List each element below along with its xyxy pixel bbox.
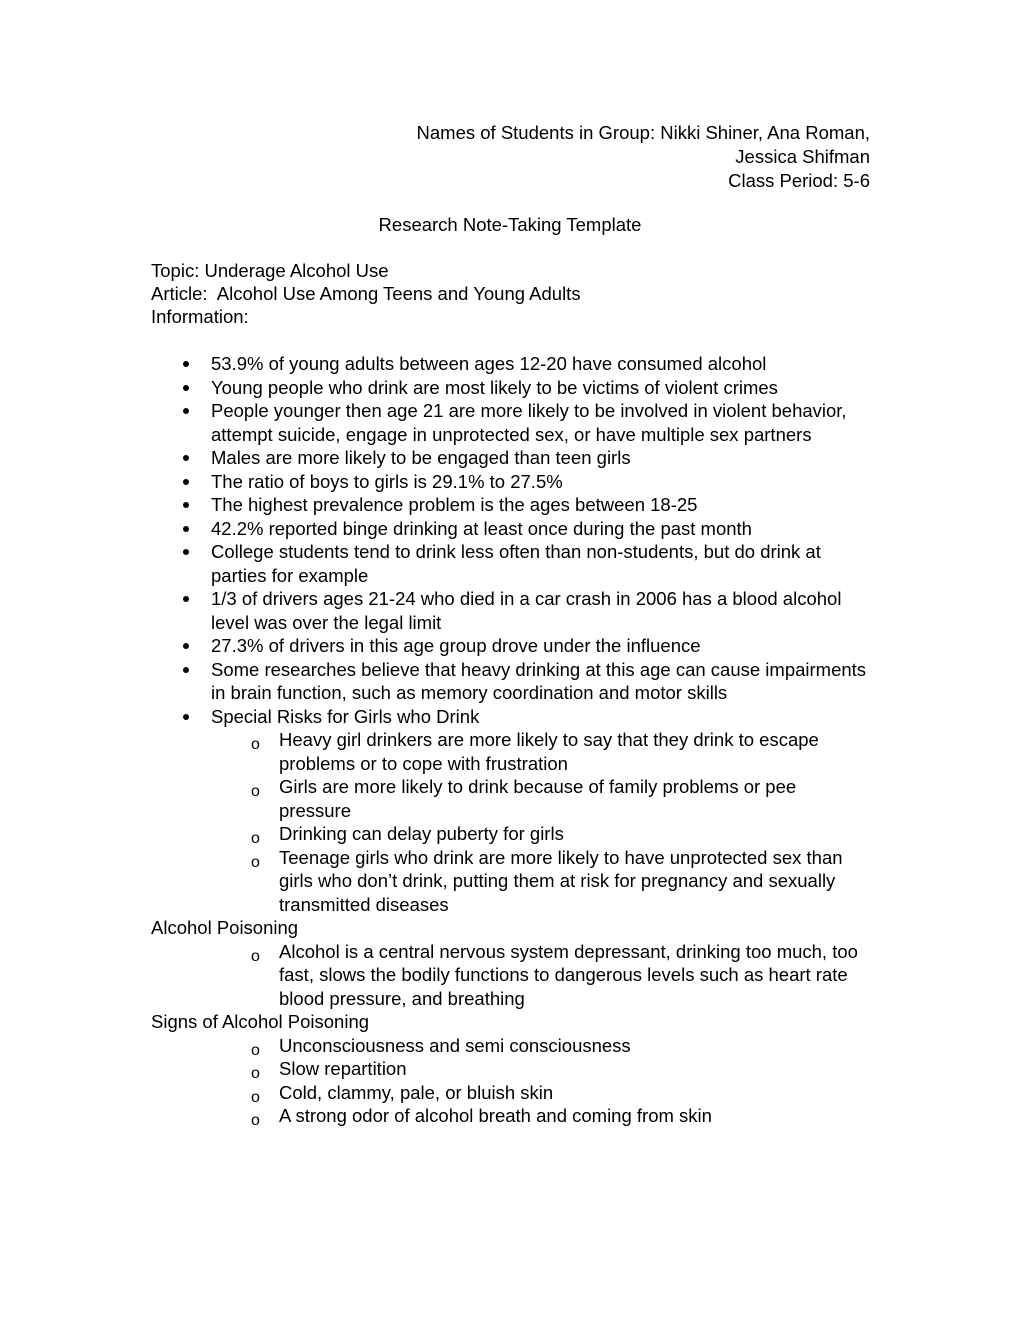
sub-item: o Unconsciousness and semi consciousness (151, 1034, 871, 1058)
bullet-item: The ratio of boys to girls is 29.1% to 27.5% (151, 470, 871, 494)
circle-bullet-icon: o (251, 947, 260, 965)
bullet-item: 42.2% reported binge drinking at least once during the past month (151, 517, 871, 541)
signs-sublist (151, 1034, 871, 1128)
bullet-item: 53.9% of young adults between ages 12-20 have consumed alcohol (151, 352, 871, 376)
bullet-item: Young people who drink are most likely to be victims of violent crimes (151, 376, 871, 400)
alcohol-poisoning-heading: Alcohol Poisoning (151, 917, 299, 938)
bullet-item: 27.3% of drivers in this age group drove under the influence (151, 634, 871, 658)
bullet-dot-icon (183, 408, 189, 414)
sub-item: o A strong odor of alcohol breath and coming from skin (151, 1104, 871, 1128)
bullet-item: College students tend to drink less often than non-students, but do drink at parties for example (151, 540, 871, 587)
page-title: Research Note-Taking Template (378, 214, 642, 235)
bullet-dot-icon (183, 455, 189, 461)
circle-bullet-icon: o (251, 736, 260, 753)
student-names-line: Names of Students in Group: Nikki Shiner, Ana Roman, (416, 122, 870, 143)
circle-bullet-icon: o (251, 853, 260, 871)
bullet-item: Males are more likely to be engaged than teen girls (151, 446, 871, 470)
circle-bullet-icon: o (251, 1112, 260, 1129)
student-info-header (417, 121, 870, 193)
bullet-item: 1/3 of drivers ages 21-24 who died in a car crash in 2006 has a blood alcohol level was over the legal limit (151, 587, 871, 634)
bullet-dot-icon (183, 526, 189, 532)
bullet-dot-icon (183, 385, 189, 391)
student-names-line-continued: Jessica Shifman (735, 146, 870, 167)
article-line: Article: Alcohol Use Among Teens and Young Adults (151, 283, 581, 304)
notes-body (151, 352, 871, 1128)
bullet-item-girls-risks: Special Risks for Girls who Drink (151, 705, 871, 729)
bullet-dot-icon (183, 714, 189, 720)
information-label: Information: (151, 306, 249, 327)
sub-item: o Drinking can delay puberty for girls (151, 822, 871, 846)
sub-item: o Teenage girls who drink are more likely to have unprotected sex than girls who don’t drink, putting them at risk for pregnancy and sexually transmitted diseases (251, 846, 843, 915)
circle-bullet-icon: o (251, 1041, 260, 1059)
bullet-item: The highest prevalence problem is the ages between 18-25 (151, 493, 871, 517)
class-period: Class Period: 5-6 (728, 170, 870, 191)
bullet-dot-icon (183, 361, 189, 367)
signs-heading: Signs of Alcohol Poisoning (151, 1011, 370, 1032)
bullet-item: Some researches believe that heavy drinking at this age can cause impairments in brain function, such as memory coordination and motor skills (151, 658, 871, 705)
circle-bullet-icon: o (251, 830, 260, 847)
document-meta (151, 259, 581, 328)
bullet-dot-icon (183, 549, 189, 555)
circle-bullet-icon: o (251, 1088, 260, 1106)
girls-risks-sublist (151, 728, 871, 916)
alcohol-poisoning-sublist (151, 940, 871, 1011)
sub-item: o Girls are more likely to drink because of family problems or pee pressure (251, 776, 797, 821)
sub-item: o Heavy girl drinkers are more likely to say that they drink to escape problems or to cope with frustration (251, 729, 819, 774)
sub-item: o Slow repartition (151, 1057, 871, 1081)
topic-line: Topic: Underage Alcohol Use (151, 260, 389, 281)
sub-item: o Cold, clammy, pale, or bluish skin (151, 1081, 871, 1105)
bullet-dot-icon (183, 596, 189, 602)
circle-bullet-icon: o (251, 1065, 260, 1082)
bullet-item: People younger then age 21 are more likely to be involved in violent behavior, attempt suicide, engage in unprotected sex, or have multiple sex partners (151, 399, 871, 446)
circle-bullet-icon: o (251, 783, 260, 800)
bullet-dot-icon (183, 667, 189, 673)
bullet-dot-icon (183, 479, 189, 485)
bullet-dot-icon (183, 643, 189, 649)
bullet-dot-icon (183, 502, 189, 508)
information-bullet-list (151, 352, 871, 728)
sub-item: o Alcohol is a central nervous system depressant, drinking too much, too fast, slows the bodily functions to dangerous levels such as heart rate blood pressure, and breathing (251, 940, 858, 1009)
